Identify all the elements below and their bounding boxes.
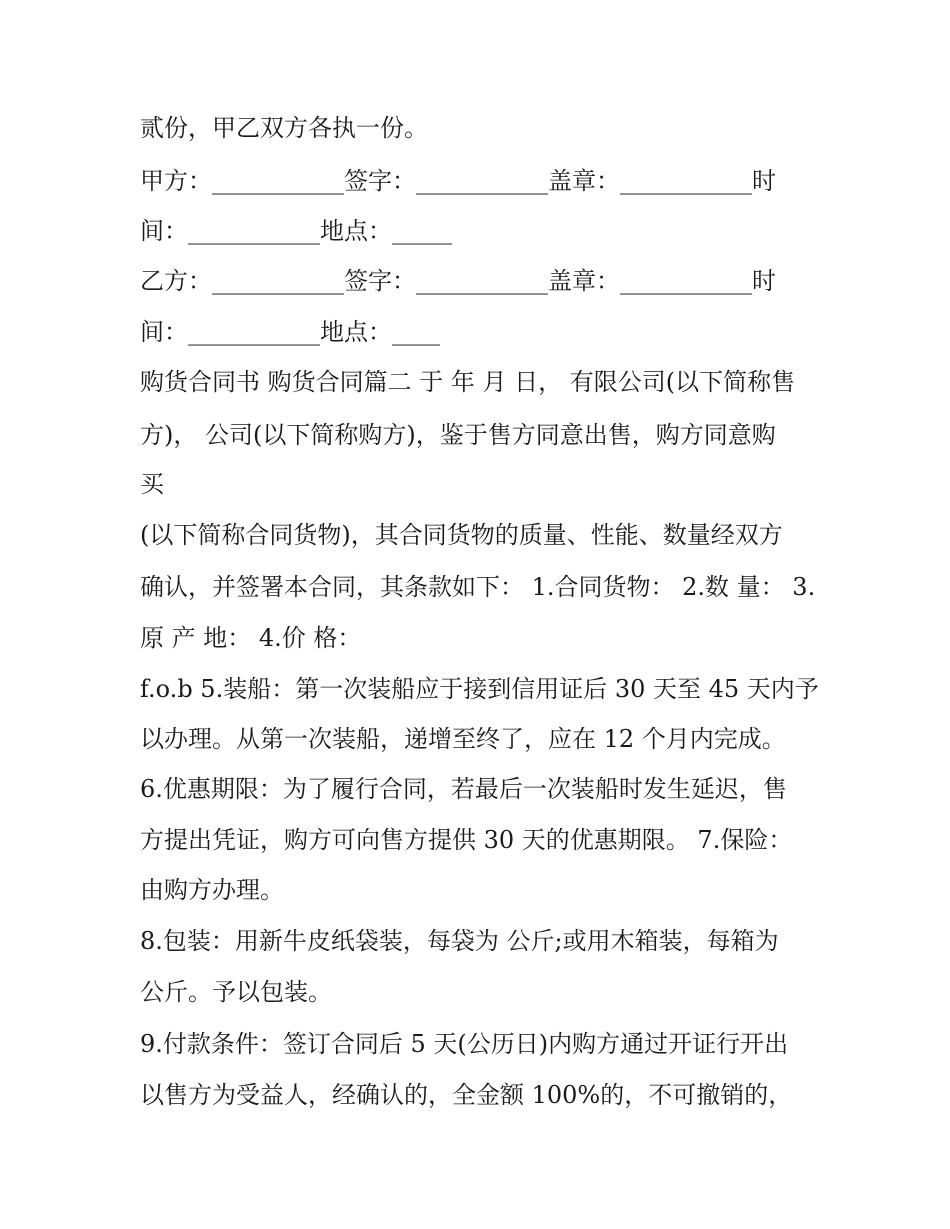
text-line: 方)， 公司(以下简称购方)，鉴于售方同意出售，购方同意购 bbox=[140, 421, 776, 449]
text-line: 买 bbox=[140, 470, 164, 498]
text-line: (以下简称合同货物)，其合同货物的质量、性能、数量经双方 bbox=[140, 521, 783, 549]
text-line: 9.付款条件：签订合同后 5 天(公历日)内购方通过开证行开出 bbox=[140, 1030, 789, 1058]
text-line: 由购方办理。 bbox=[140, 876, 284, 904]
text-line: 间：___________地点：____ bbox=[140, 318, 440, 346]
text-line: 以售方为受益人，经确认的，全金额 100%的，不可撤销的， bbox=[140, 1081, 793, 1109]
text-line: 乙方：___________签字：___________盖章：___________时 bbox=[140, 267, 776, 295]
text-line: 方提出凭证，购方可向售方提供 30 天的优惠期限。 7.保险： bbox=[140, 826, 793, 854]
text-line: f.o.b 5.装船：第一次装船应于接到信用证后 30 天至 45 天内予 bbox=[140, 675, 819, 703]
text-line: 公斤。予以包装。 bbox=[140, 978, 332, 1006]
text-line: 8.包装：用新牛皮纸袋装，每袋为 公斤;或用木箱装，每箱为 bbox=[140, 927, 779, 955]
text-line: 以办理。从第一次装船，递增至终了，应在 12 个月内完成。 bbox=[140, 725, 786, 753]
text-line: 甲方：___________签字：___________盖章：___________时 bbox=[140, 167, 776, 195]
text-line: 间：___________地点：_____ bbox=[140, 217, 452, 245]
text-line: 确认，并签署本合同，其条款如下： 1.合同货物： 2.数 量： 3. bbox=[140, 573, 816, 601]
text-line: 购货合同书 购货合同篇二 于 年 月 日， 有限公司(以下简称售 bbox=[140, 368, 796, 396]
text-line: 贰份，甲乙双方各执一份。 bbox=[140, 114, 428, 142]
text-line: 原 产 地： 4.价 格： bbox=[140, 624, 362, 652]
text-line: 6.优惠期限：为了履行合同，若最后一次装船时发生延迟，售 bbox=[140, 775, 787, 803]
